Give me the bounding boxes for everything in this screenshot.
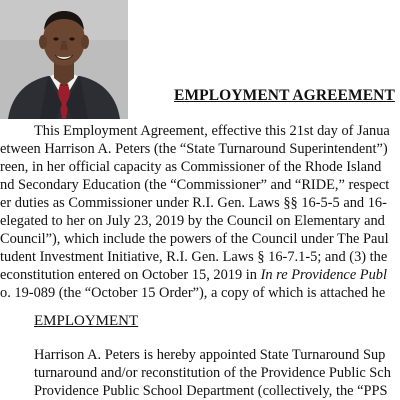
intro-line-1: This Employment Agreement, effective this 21st day of Janua — [34, 123, 390, 139]
intro-line-8: tudent Investment Initiative, R.I. Gen. Laws § 16-7.1-5; and (3) the — [0, 249, 388, 265]
intro-line-2: etween Harrison A. Peters (the “State Turnaround Superintendent”) — [0, 141, 388, 157]
section-line-2: turnaround and/or reconstitution of the Providence Public Sch — [34, 365, 391, 381]
document-title: EMPLOYMENT AGREEMENT — [174, 87, 395, 104]
portrait-photo — [0, 0, 128, 119]
intro-line-9 — [0, 267, 387, 284]
section-heading-employment: EMPLOYMENT — [34, 313, 139, 329]
intro-line-6: elegated to her on July 23, 2019 by the Council on Elementary and — [0, 213, 385, 229]
section-line-3: Providence Public School Department (collectively, the “PPS — [34, 383, 388, 399]
intro-line-10: o. 19-089 (the “October 15 Order”), a copy of which is attached he — [0, 285, 386, 301]
intro-line-5: er duties as Commissioner under R.I. Gen. Laws §§ 16-5-5 and 16- — [0, 195, 387, 211]
intro-line-3: reen, in her official capacity as Commissioner of the Rhode Island — [0, 159, 382, 175]
case-name-italic: In re Providence Publ — [260, 267, 387, 283]
intro-line-7: Council”), which include the powers of the Council under The Paul — [0, 231, 389, 247]
intro-line-4: nd Secondary Education (the “Commissioner” and “RIDE,” respect — [0, 177, 390, 193]
portrait-illustration — [0, 0, 128, 119]
section-line-1: Harrison A. Peters is hereby appointed State Turnaround Sup — [34, 347, 386, 363]
intro-line-9-text: econstitution entered on October 15, 2019 in — [0, 267, 261, 283]
